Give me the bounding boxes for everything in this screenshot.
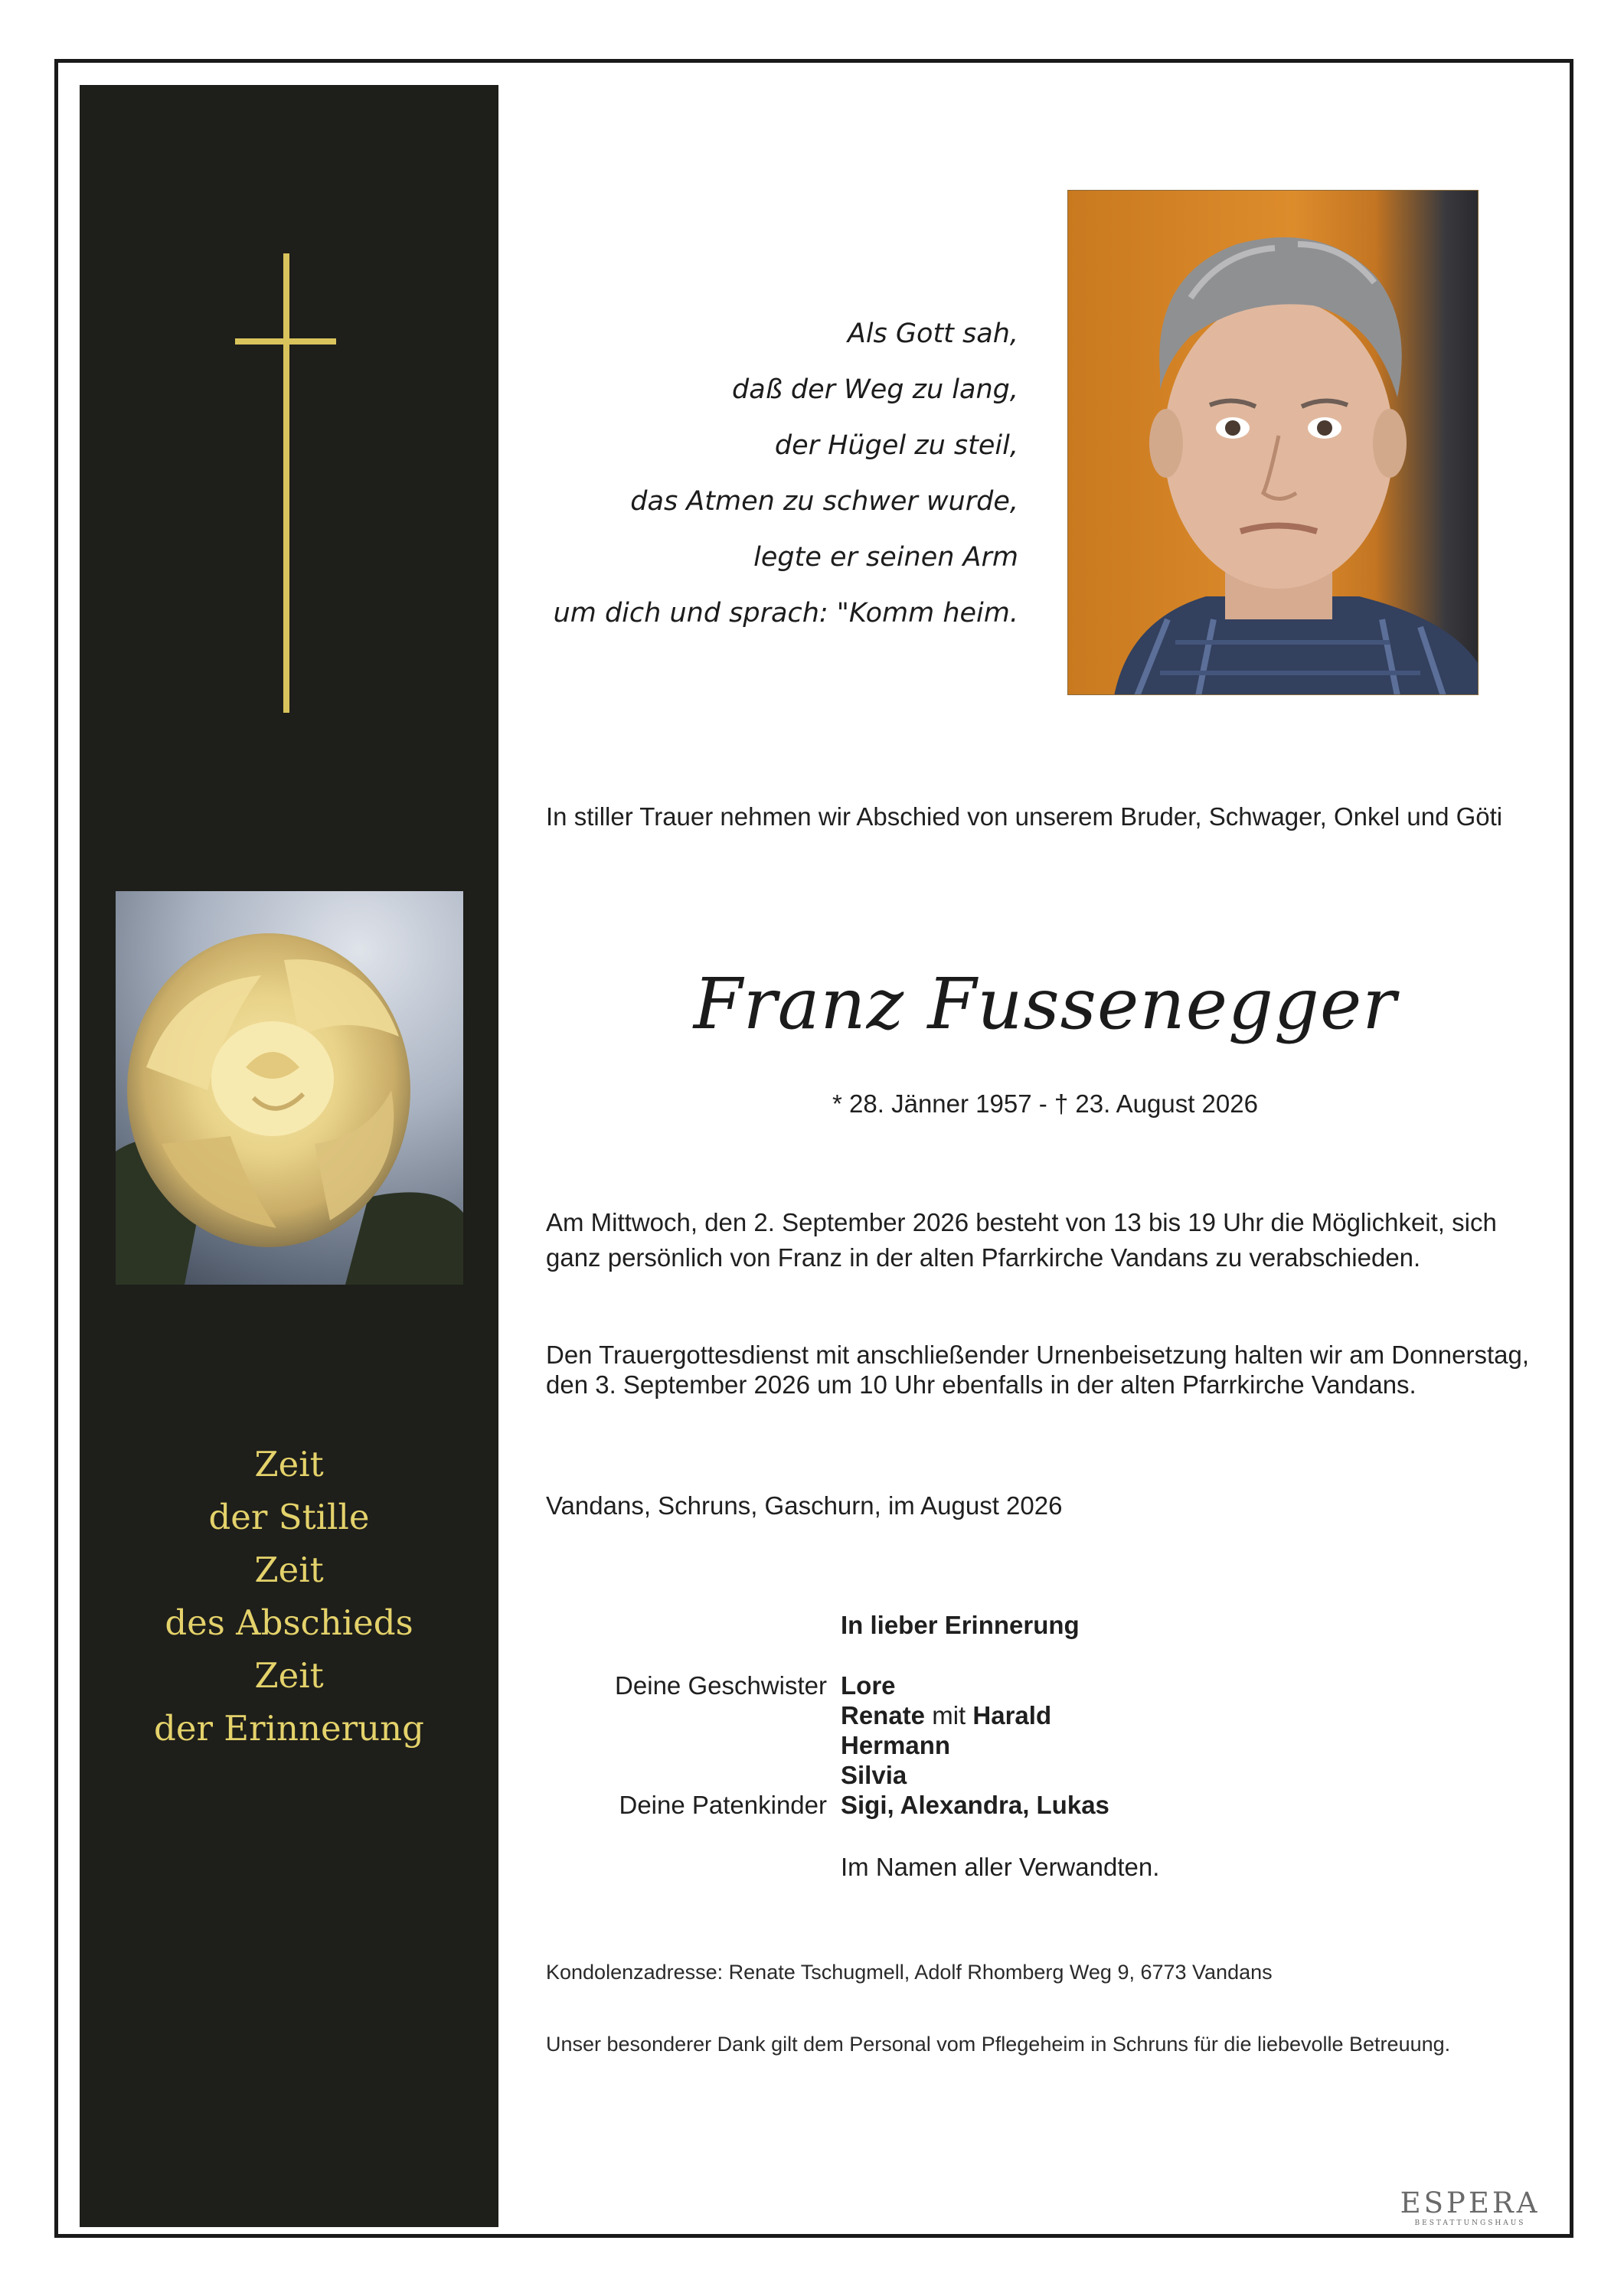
- family-heading: In lieber Erinnerung: [841, 1611, 1080, 1639]
- sibling-name: Lore: [841, 1671, 896, 1700]
- verse-line: Zeit: [254, 1550, 324, 1590]
- place-date: Vandans, Schruns, Gaschurn, im August 2026: [546, 1491, 1063, 1520]
- logo-subtitle: BESTATTUNGSHAUS: [1414, 2219, 1526, 2227]
- family-names: [841, 1671, 1109, 1820]
- cross-icon: [283, 253, 289, 713]
- sibling-couple: [841, 1700, 1109, 1730]
- poem-line: Als Gott sah,: [847, 318, 1018, 349]
- viewing-paragraph: Am Mittwoch, den 2. September 2026 besteht von 13 bis 19 Uhr die Möglichkeit, sich ganz persönlich von Franz in der alten Pfarrkirche Vandans zu verabschieden.: [546, 1208, 1497, 1272]
- logo-name: ESPERA: [1400, 2187, 1541, 2219]
- poem: [459, 306, 1018, 642]
- verse-line: Zeit: [254, 1444, 324, 1484]
- life-dates: * 28. Jänner 1957 - † 23. August 2026: [832, 1089, 1258, 1118]
- intro-text: In stiller Trauer nehmen wir Abschied von unserem Bruder, Schwager, Onkel und Göti: [546, 802, 1503, 831]
- verse-line: Zeit: [254, 1655, 324, 1696]
- verse-line: der Erinnerung: [154, 1708, 424, 1749]
- sibling-name: Silvia: [841, 1761, 907, 1789]
- poem-line: legte er seinen Arm: [753, 542, 1018, 573]
- godchildren-label: Deine Patenkinder: [619, 1791, 827, 1819]
- portrait-photo: [1067, 190, 1479, 695]
- cross-icon-beam: [235, 338, 336, 345]
- relatives-line: Im Namen aller Verwandten.: [841, 1853, 1160, 1881]
- deceased-name: Franz Fussenegger: [693, 963, 1397, 1045]
- poem-line: der Hügel zu steil,: [774, 430, 1018, 461]
- espera-logo: [1394, 2188, 1547, 2228]
- siblings-label: Deine Geschwister: [615, 1671, 827, 1700]
- poem-line: daß der Weg zu lang,: [732, 374, 1018, 405]
- service-paragraph: Den Trauergottesdienst mit anschließender Urnenbeisetzung halten wir am Donnerstag, den 3. September 2026 um 10 Uhr ebenfalls in der alten Pfarrkirche Vandans.: [546, 1341, 1530, 1399]
- thanks-note: Unser besonderer Dank gilt dem Personal vom Pflegeheim in Schruns für die liebevolle Betreuung.: [546, 2033, 1451, 2056]
- rose-image: [116, 891, 463, 1285]
- poem-line: um dich und sprach: "Komm heim.: [553, 598, 1018, 629]
- sibling-name: Renate: [841, 1701, 926, 1729]
- godchildren-names: Sigi, Alexandra, Lukas: [841, 1791, 1109, 1819]
- with-word: mit: [932, 1701, 966, 1729]
- condolence-address: Kondolenzadresse: Renate Tschugmell, Adolf Rhomberg Weg 9, 6773 Vandans: [546, 1961, 1273, 1984]
- verse-line: des Abschieds: [165, 1602, 413, 1643]
- partner-name: Harald: [972, 1701, 1052, 1729]
- verse-line: der Stille: [208, 1497, 370, 1537]
- sibling-name: Hermann: [841, 1731, 951, 1759]
- poem-line: das Atmen zu schwer wurde,: [630, 486, 1018, 517]
- sidebar-verse: [80, 1438, 498, 1755]
